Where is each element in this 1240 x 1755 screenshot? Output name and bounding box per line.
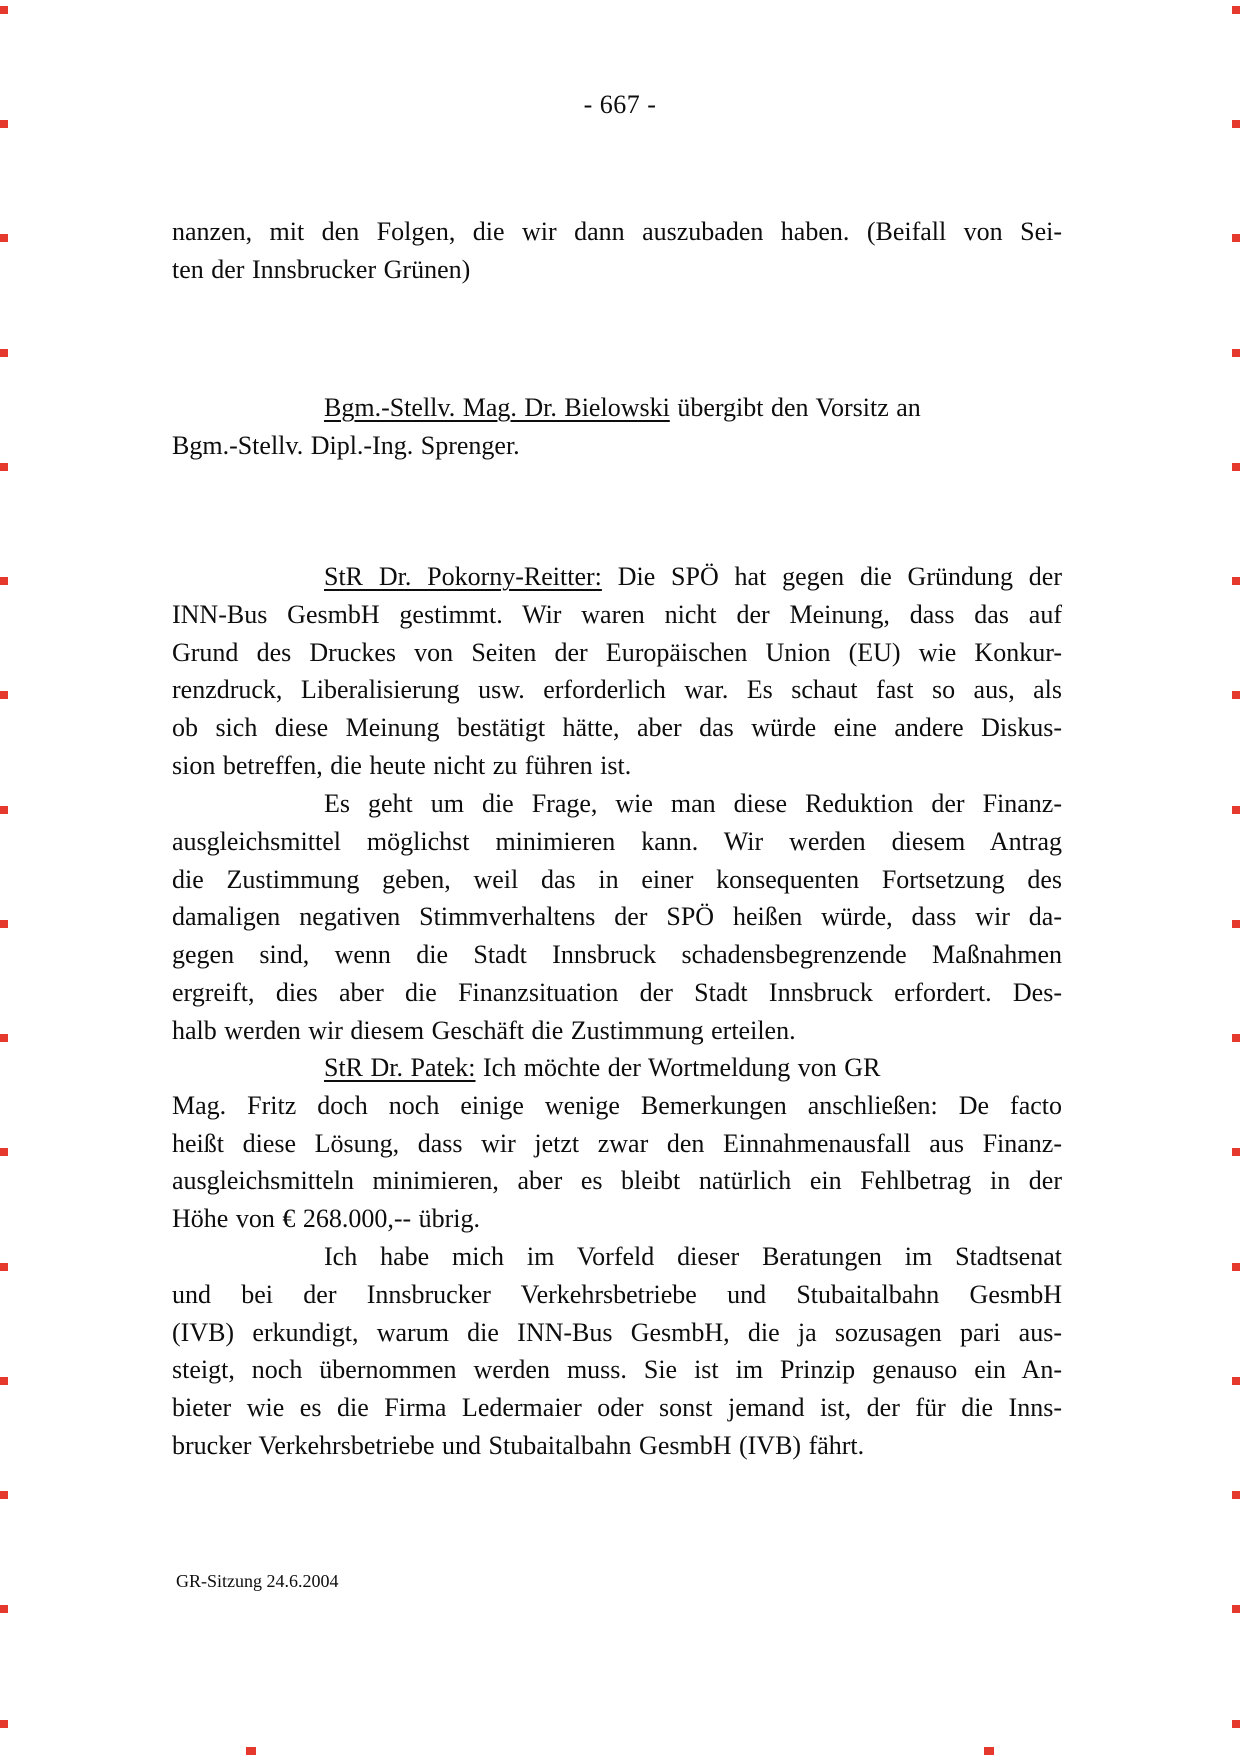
paragraph: [172, 389, 1062, 465]
text-line: [172, 1200, 1062, 1238]
speaker-name: Bgm.-Stellv. Mag. Dr. Bielowski: [324, 393, 670, 422]
text-line: [172, 747, 1062, 785]
film-edge-mark: [1232, 234, 1240, 242]
text-run: ergreift, dies aber die Finanzsituation der Stadt Innsbruck erfordert. Des-: [172, 977, 1062, 1007]
text-run: Ich habe mich im Vorfeld dieser Beratungen im Stadtsenat: [324, 1242, 1062, 1271]
film-edge-mark: [1232, 1034, 1240, 1042]
text-run: nanzen, mit den Folgen, die wir dann auszubaden haben. (Beifall von Sei-: [172, 217, 1062, 246]
text-run: ausgleichsmittel möglichst minimieren kann. Wir werden diesem Antrag: [172, 826, 1062, 856]
text-line: [172, 1427, 1062, 1465]
paragraph: [172, 785, 1062, 1050]
text-run: ten der Innsbrucker Grünen): [172, 254, 471, 284]
text-run: Mag. Fritz doch noch einige wenige Bemerkungen anschließen: De facto: [172, 1090, 1062, 1120]
film-edge-mark: [1232, 349, 1240, 357]
text-line: [172, 1238, 1062, 1276]
film-edge-mark: [1232, 1148, 1240, 1156]
film-edge-mark: [0, 920, 8, 928]
text-line: [172, 1049, 1062, 1087]
text-line: [172, 671, 1062, 709]
film-edge-mark: [0, 234, 8, 242]
text-run: heißt diese Lösung, dass wir jetzt zwar den Einnahmenausfall aus Finanz-: [172, 1128, 1062, 1158]
text-line: [172, 427, 1062, 465]
text-run: damaligen negativen Stimmverhaltens der SPÖ heißen würde, dass wir da-: [172, 902, 1062, 932]
text-line: [172, 1162, 1062, 1200]
text-line: [172, 898, 1062, 936]
film-edge-mark: [0, 6, 8, 14]
page-number: - 667 -: [583, 90, 657, 119]
film-edge-mark: [1232, 1263, 1240, 1271]
film-edge-mark: [1232, 920, 1240, 928]
film-edge-mark: [0, 1720, 8, 1728]
text-run: gegen sind, wenn die Stadt Innsbruck schadensbegrenzende Maßnahmen: [172, 940, 1062, 970]
film-edge-mark: [1232, 1491, 1240, 1499]
text-run: steigt, noch übernommen werden muss. Sie ist im Prinzip genauso ein An-: [172, 1355, 1062, 1385]
text-run: die Zustimmung geben, weil das in einer konsequenten Fortsetzung des: [172, 864, 1062, 894]
speaker-name: StR Dr. Pokorny-Reitter:: [324, 562, 602, 591]
film-edge-mark: [0, 349, 8, 357]
text-run: Es geht um die Frage, wie man diese Reduktion der Finanz-: [324, 789, 1062, 818]
text-run: Bgm.-Stellv. Dipl.-Ing. Sprenger.: [172, 430, 520, 460]
text-line: [172, 1389, 1062, 1427]
text-run: sion betreffen, die heute nicht zu führen ist.: [172, 750, 632, 780]
text-line: [172, 936, 1062, 974]
film-edge-mark: [0, 1148, 8, 1156]
film-edge-mark: [0, 577, 8, 585]
film-edge-mark: [1232, 577, 1240, 585]
text-run: Höhe von € 268.000,-- übrig.: [172, 1204, 481, 1234]
text-run: brucker Verkehrsbetriebe und Stubaitalbahn GesmbH (IVB) fährt.: [172, 1430, 865, 1460]
text-line: [172, 1276, 1062, 1314]
text-line: [172, 1314, 1062, 1352]
paragraph: [172, 1238, 1062, 1465]
film-edge-mark: [1232, 1605, 1240, 1613]
text-line: [172, 251, 1062, 289]
paragraph: [172, 1049, 1062, 1238]
film-edge-mark: [0, 691, 8, 699]
film-edge-mark: [0, 463, 8, 471]
film-edge-mark: [1232, 463, 1240, 471]
film-edge-mark: [1232, 806, 1240, 814]
film-edge-mark: [246, 1747, 256, 1755]
text-run: Ich möchte der Wortmeldung von GR: [475, 1053, 881, 1082]
text-line: [172, 1012, 1062, 1050]
film-edge-mark: [1232, 691, 1240, 699]
text-line: [172, 389, 1062, 427]
text-run: Grund des Druckes von Seiten der Europäischen Union (EU) wie Konkur-: [172, 637, 1062, 667]
text-line: [172, 861, 1062, 899]
film-edge-mark: [1232, 1720, 1240, 1728]
text-run: halb werden wir diesem Geschäft die Zustimmung erteilen.: [172, 1015, 796, 1045]
text-run: renzdruck, Liberalisierung usw. erforderlich war. Es schaut fast so aus, als: [172, 675, 1062, 705]
film-edge-mark: [0, 806, 8, 814]
text-run: übergibt den Vorsitz an: [669, 393, 921, 422]
film-edge-mark: [0, 1491, 8, 1499]
text-run: ob sich diese Meinung bestätigt hätte, aber das würde eine andere Diskus-: [172, 713, 1062, 743]
film-edge-mark: [984, 1747, 994, 1755]
film-edge-mark: [1232, 1377, 1240, 1385]
film-edge-mark: [1232, 6, 1240, 14]
text-line: [172, 709, 1062, 747]
text-line: [172, 213, 1062, 251]
text-line: [172, 823, 1062, 861]
text-line: [172, 1125, 1062, 1163]
text-line: [172, 785, 1062, 823]
paragraph: [172, 213, 1062, 289]
film-edge-mark: [1232, 120, 1240, 128]
speaker-name: StR Dr. Patek:: [324, 1053, 476, 1082]
film-edge-mark: [0, 1034, 8, 1042]
text-run: ausgleichsmitteln minimieren, aber es bleibt natürlich ein Fehlbetrag in der: [172, 1166, 1062, 1196]
film-edge-mark: [0, 1605, 8, 1613]
text-run: (IVB) erkundigt, warum die INN-Bus GesmbH, die ja sozusagen pari aus-: [172, 1317, 1062, 1347]
film-edge-mark: [0, 1263, 8, 1271]
film-edge-mark: [0, 1377, 8, 1385]
text-line: [172, 596, 1062, 634]
text-line: [172, 974, 1062, 1012]
film-edge-mark: [0, 120, 8, 128]
text-line: [172, 1087, 1062, 1125]
text-run: INN-Bus GesmbH gestimmt. Wir waren nicht der Meinung, dass das auf: [172, 599, 1062, 629]
footer-session-label: GR-Sitzung 24.6.2004: [176, 1571, 339, 1591]
text-run: bieter wie es die Firma Ledermaier oder sonst jemand ist, der für die Inns-: [172, 1393, 1062, 1423]
text-line: [172, 634, 1062, 672]
text-line: [172, 1351, 1062, 1389]
paragraph: [172, 558, 1062, 785]
text-run: Die SPÖ hat gegen die Gründung der: [601, 562, 1062, 591]
text-run: und bei der Innsbrucker Verkehrsbetriebe und Stubaitalbahn GesmbH: [172, 1279, 1062, 1309]
text-line: [172, 558, 1062, 596]
